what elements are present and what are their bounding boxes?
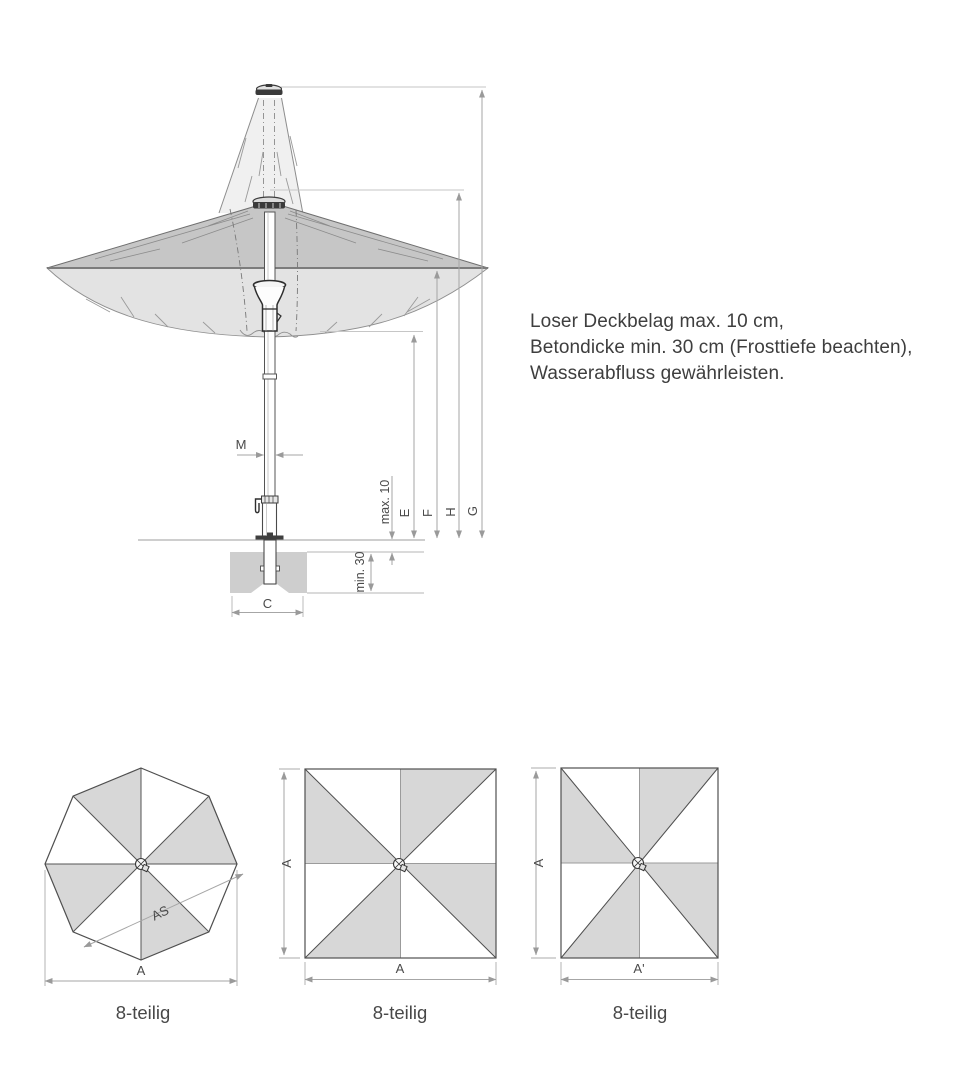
umbrella-side-view xyxy=(47,98,488,593)
closed-canopy-ghost xyxy=(219,98,303,214)
hub-cap-open xyxy=(253,197,285,209)
square-top-view xyxy=(279,769,496,1023)
mast xyxy=(263,212,277,497)
rectangle-top-view xyxy=(531,768,718,1023)
octagon-top-view xyxy=(45,768,243,1023)
square-dim-a-bottom: A xyxy=(395,961,405,976)
foundation xyxy=(230,540,307,593)
dim-label-h: H xyxy=(443,507,458,517)
dim-label-concrete: min. 30 xyxy=(353,551,367,593)
octagon-dim-a: A xyxy=(136,963,146,978)
octagon-dim-as: AS xyxy=(148,902,172,924)
note-line-1: Loser Deckbelag max. 10 cm, xyxy=(530,311,785,332)
top-cap-closed xyxy=(256,84,283,95)
note-line-3: Wasserabfluss gewährleisten. xyxy=(530,363,785,384)
rect-dim-a-bottom: A' xyxy=(633,961,645,976)
note-line-2: Betondicke min. 30 cm (Frosttiefe beachten), xyxy=(530,337,913,358)
square-caption: 8-teilig xyxy=(372,1002,428,1023)
dim-label-foundation-width: C xyxy=(262,596,273,611)
dim-label-e: E xyxy=(397,508,412,518)
dim-label-f: F xyxy=(420,509,435,517)
octagon-caption: 8-teilig xyxy=(115,1002,171,1023)
dim-label-mast: M xyxy=(235,437,247,452)
mast-joint xyxy=(263,374,277,379)
dim-label-cover: max. 10 xyxy=(378,479,392,525)
square-dim-a-left: A xyxy=(279,859,294,868)
rectangle-caption: 8-teilig xyxy=(612,1002,668,1023)
ground-sleeve xyxy=(264,540,276,584)
installation-note xyxy=(530,309,960,387)
base-plate xyxy=(256,536,284,541)
rect-dim-a-left: A xyxy=(531,858,546,868)
dim-label-g: G xyxy=(465,505,480,517)
